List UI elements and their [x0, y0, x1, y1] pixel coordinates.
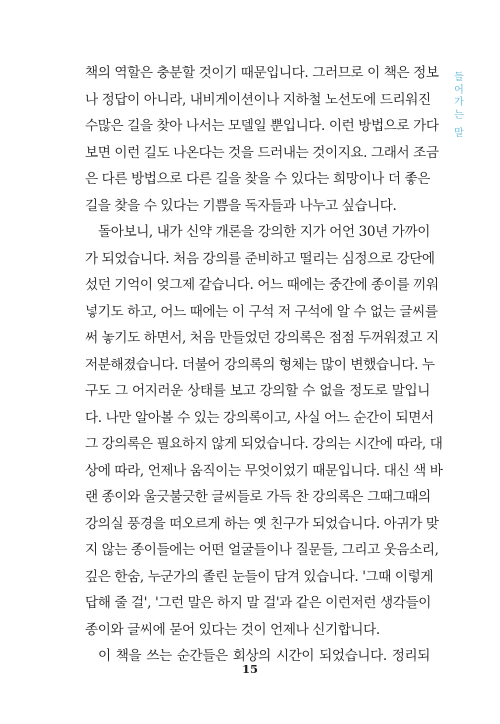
side-title-char: 가 [454, 97, 464, 108]
running-chapter-title [452, 72, 466, 141]
page-number: 15 [241, 662, 258, 676]
body-text [85, 60, 443, 670]
text-line: 지 않는 종이들에는 어떤 얼굴들이나 질문들, 그리고 웃음소리, [85, 542, 439, 558]
side-title-char: 는 [454, 109, 464, 121]
text-line: 저분해졌습니다. 더불어 강의록의 형체는 많이 변했습니다. 누 [85, 356, 435, 373]
text-line: 보면 이런 길도 나온다는 것을 드러내는 것이지요. 그래서 조금 [85, 144, 439, 161]
text-line: 상에 따라, 언제나 움직이는 무엇이었기 때문입니다. 대신 색 바 [85, 462, 443, 479]
paragraph-1 [85, 60, 439, 219]
paragraph-2 [85, 219, 443, 643]
text-line: 강의실 풍경을 떠오르게 하는 옛 친구가 되었습니다. 아귀가 맞 [85, 515, 439, 532]
text-line: 답해 줄 걸', '그런 말은 하지 말 걸'과 같은 이런저런 생각들이 [85, 595, 431, 611]
text-line: 수많은 길을 찾아 나서는 모델일 뿐입니다. 이런 방법으로 가다 [85, 118, 439, 134]
side-title-char: 어 [454, 84, 464, 96]
text-line: 은 다른 방법으로 다른 길을 찾을 수 있다는 희망이나 더 좋은 [85, 171, 430, 187]
text-line: 섰던 기억이 엊그제 같습니다. 어느 때에는 중간에 종이를 끼워 [85, 277, 439, 293]
text-line: 가 되었습니다. 처음 강의를 준비하고 떨리는 심정으로 강단에 [85, 250, 435, 267]
text-line: 써 놓기도 하면서, 처음 만들었던 강의록은 점점 두꺼워졌고 지 [85, 330, 439, 346]
text-line: 책의 역할은 충분할 것이기 때문입니다. 그러므로 이 책은 정보 [85, 65, 439, 81]
text-line: 나 정답이 아니라, 내비게이션이나 지하철 노선도에 드리워진 [85, 91, 431, 108]
text-line: 깊은 한숨, 누군가의 졸린 눈들이 담겨 있습니다. '그때 이렇게 [85, 568, 434, 585]
text-line: 길을 찾을 수 있다는 기쁨을 독자들과 나누고 싶습니다. [85, 197, 397, 214]
text-line: 이 책을 쓰는 순간들은 회상의 시간이 되었습니다. 정리되 [98, 648, 430, 664]
text-line: 종이와 글씨에 묻어 있다는 것이 언제나 신기합니다. [85, 621, 380, 638]
text-line: 넣기도 하고, 어느 때에는 이 구석 저 구석에 알 수 없는 글씨를 [85, 303, 438, 320]
side-title-char: 들 [454, 72, 464, 83]
text-line: 그 강의록은 필요하지 않게 되었습니다. 강의는 시간에 따라, 대 [85, 436, 443, 452]
text-line: 다. 나만 알아볼 수 있는 강의록이고, 사실 어느 순간이 되면서 [85, 409, 434, 426]
side-title-char: 말 [454, 128, 464, 139]
text-line: 돌아보니, 내가 신약 개론을 강의한 지가 어언 30년 가까이 [98, 224, 430, 240]
text-line: 구도 그 어지러운 상태를 보고 강의할 수 없을 정도로 말입니 [85, 383, 430, 399]
text-line: 랜 종이와 울긋불긋한 글씨들로 가득 찬 강의록은 그때그때의 [85, 489, 431, 505]
